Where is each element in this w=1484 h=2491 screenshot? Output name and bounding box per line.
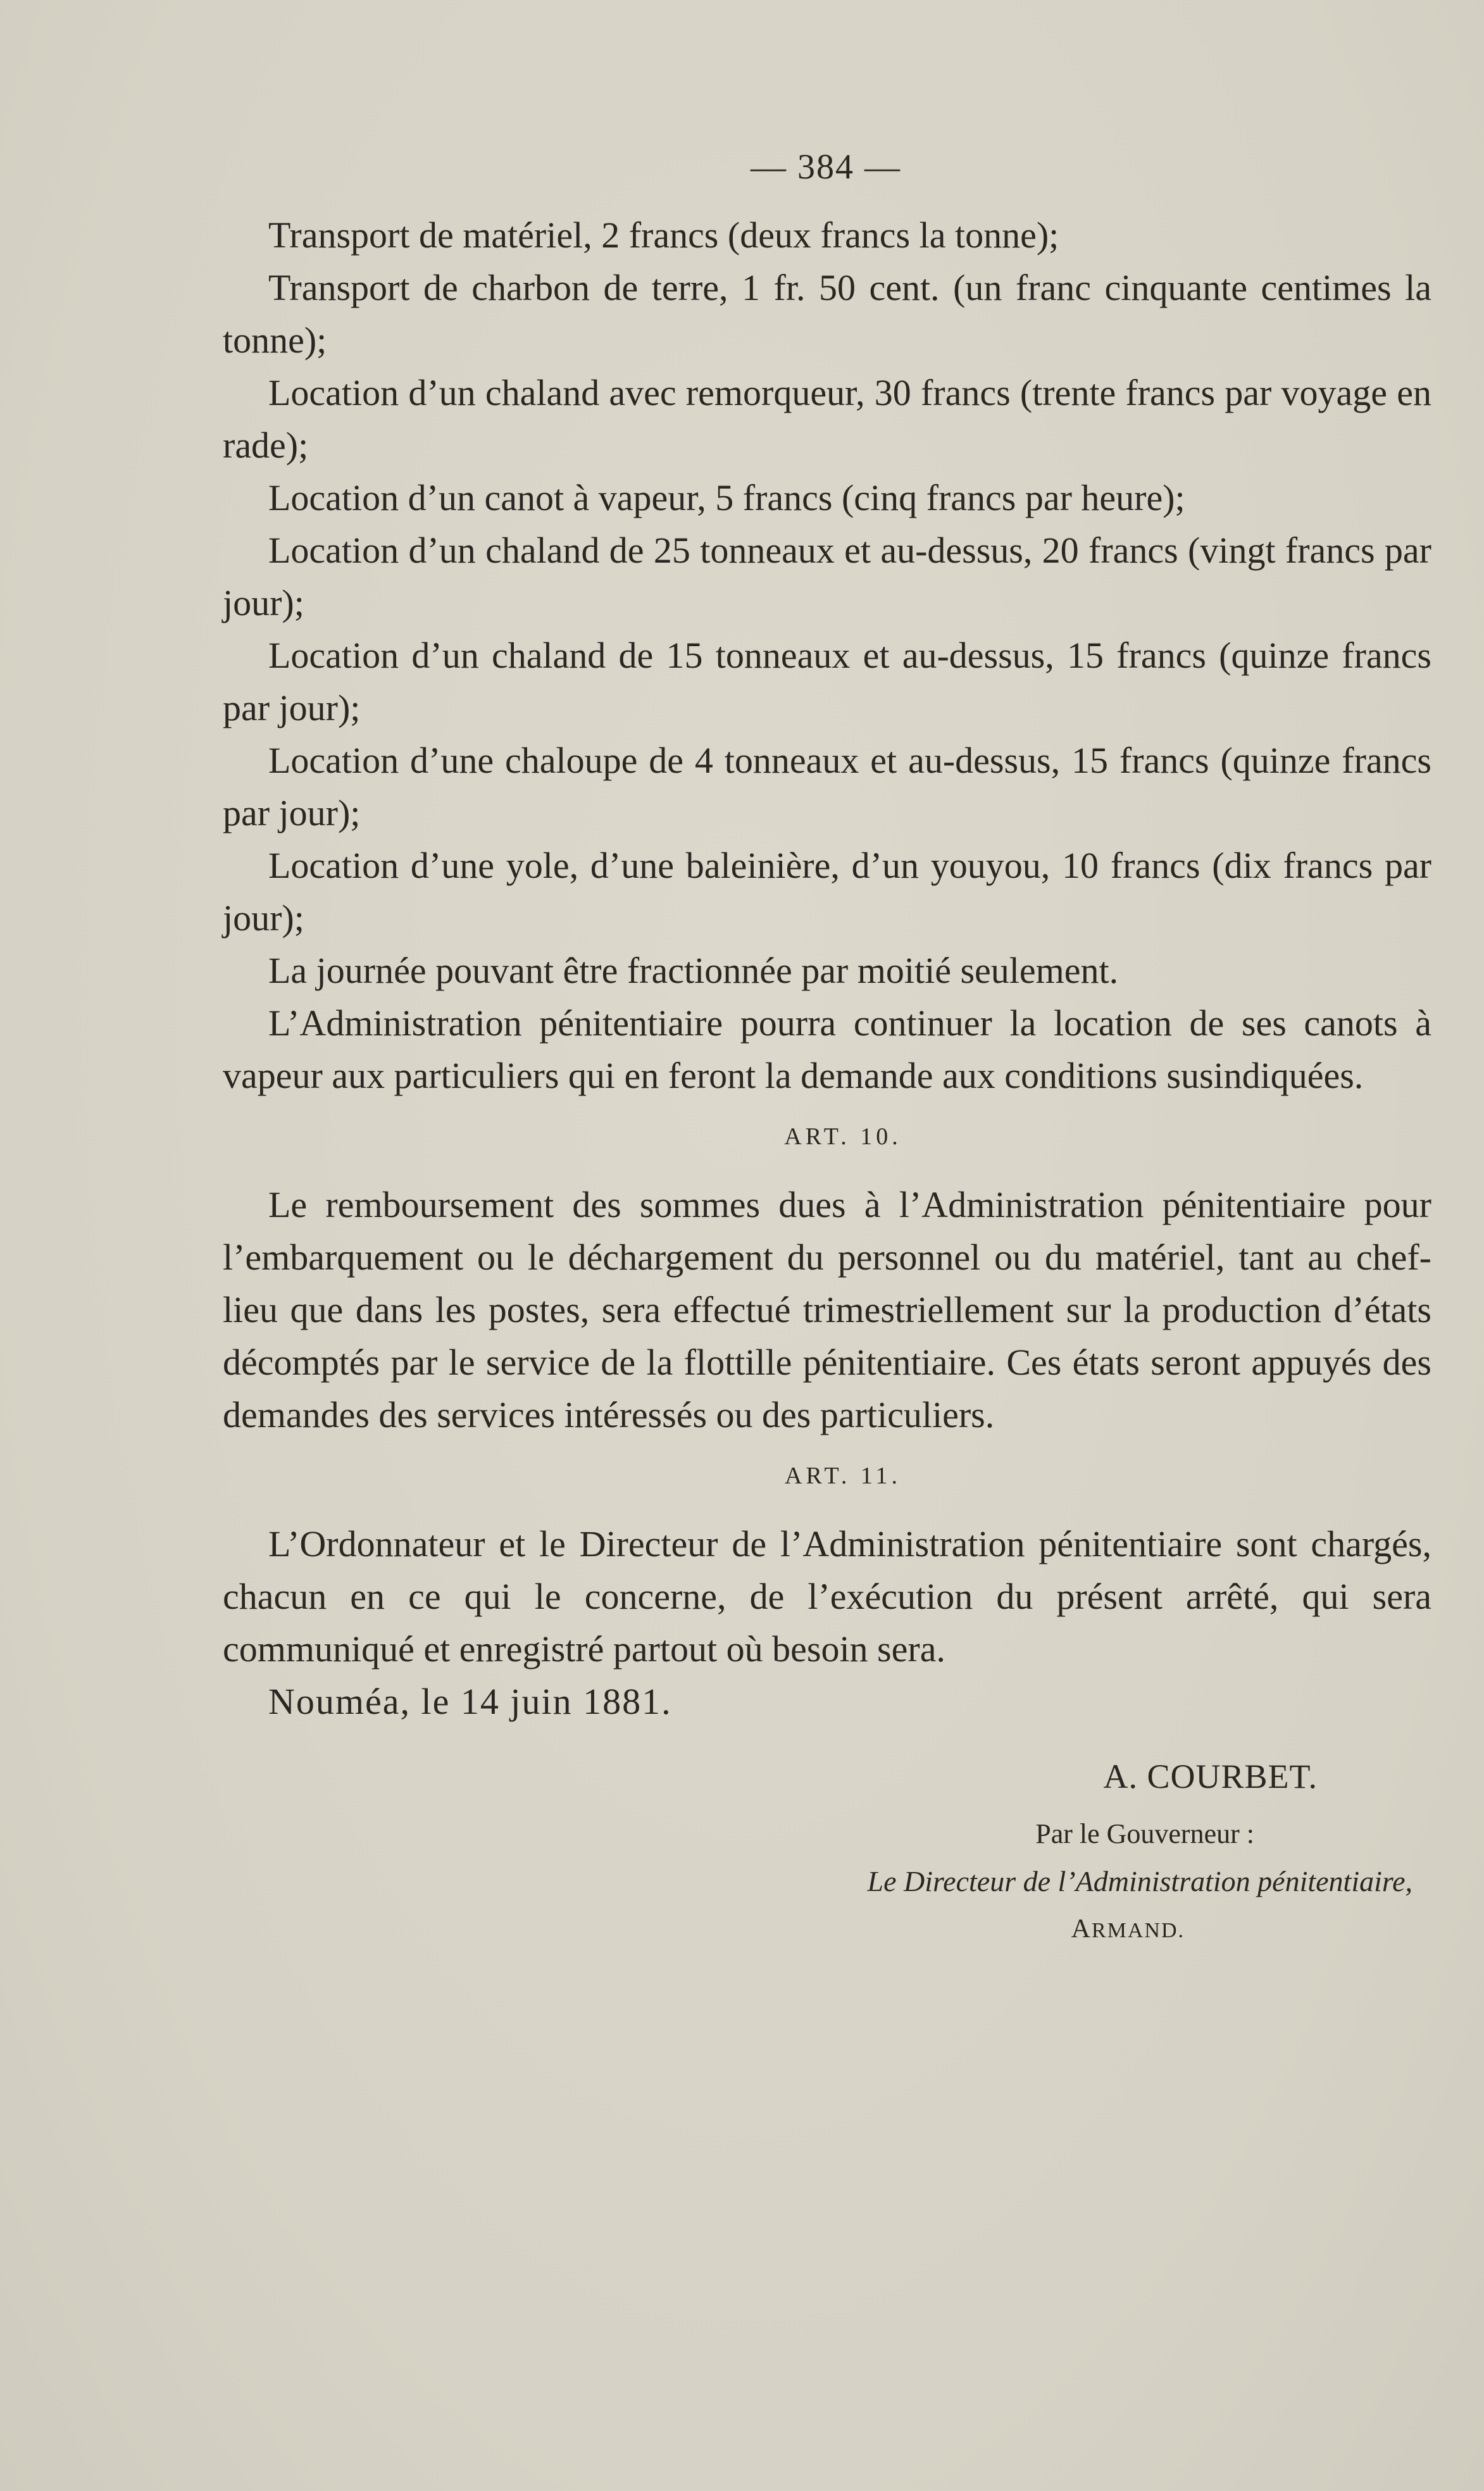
armand-initial: A: [1071, 1914, 1092, 1944]
directeur-title: Le Directeur de l’Administration pénitentiaire,: [867, 1865, 1412, 1897]
armand-rest: RMAND.: [1091, 1919, 1185, 1942]
article-11-text: L’Ordonnateur et le Directeur de l’Administration pénitentiaire sont chargés, chacun en ce qui le concerne, de l’exécution du présent arrêté, qui sera communiqué et enregistré partout où besoin sera.: [223, 1523, 1431, 1670]
par-le-gouverneur: Par le Gouverneur :: [1035, 1818, 1254, 1849]
paragraph-yole: Location d’une yole, d’une baleinière, d’un youyou, 10 francs (dix francs par jour);: [223, 845, 1431, 939]
paragraph-journee: La journée pouvant être fractionnée par moitié seulement.: [268, 950, 1119, 991]
paragraph-chaland-25: Location d’un chaland de 25 tonneaux et au-dessus, 20 francs (vingt francs par jour);: [223, 530, 1431, 623]
paragraph-transport-materiel: Transport de matériel, 2 francs (deux francs la tonne);: [268, 215, 1059, 256]
paragraph-chaland-15: Location d’un chaland de 15 tonneaux et au-dessus, 15 francs (quinze francs par jour);: [223, 635, 1431, 728]
signature-armand: [223, 1907, 1431, 1953]
signature-courbet: A. COURBET.: [1103, 1757, 1318, 1795]
paragraph-canot-vapeur: Location d’un canot à vapeur, 5 francs (cinq francs par heure);: [268, 477, 1185, 518]
document-body: [223, 209, 1431, 1953]
article-11-heading: ART. 11.: [785, 1463, 901, 1489]
article-10-heading: ART. 10.: [784, 1123, 902, 1150]
paragraph-chaloupe: Location d’une chaloupe de 4 tonneaux et au-dessus, 15 francs (quinze francs par jour);: [223, 740, 1431, 833]
article-10-text: Le remboursement des sommes dues à l’Administration pénitentiaire pour l’embarquement ou le déchargement du personnel ou du matériel, tant au chef-lieu que dans les postes, sera effectué trimestriellement sur la production d’états décomptés par le service de la flottille pénitentiaire. Ces états seront appuyés des demandes des services intéressés ou des particuliers.: [223, 1184, 1431, 1435]
date-line: Nouméa, le 14 juin 1881.: [268, 1681, 672, 1722]
page-number: — 384 —: [751, 147, 901, 187]
paragraph-chaland-remorqueur: Location d’un chaland avec remorqueur, 30 francs (trente francs par voyage en rade);: [223, 372, 1431, 466]
paragraph-transport-charbon: Transport de charbon de terre, 1 fr. 50 cent. (un franc cinquante centimes la tonne);: [223, 267, 1431, 361]
paragraph-administration: L’Administration pénitentiaire pourra continuer la location de ses canots à vapeur aux particuliers qui en feront la demande aux conditions susindiquées.: [223, 1002, 1431, 1096]
